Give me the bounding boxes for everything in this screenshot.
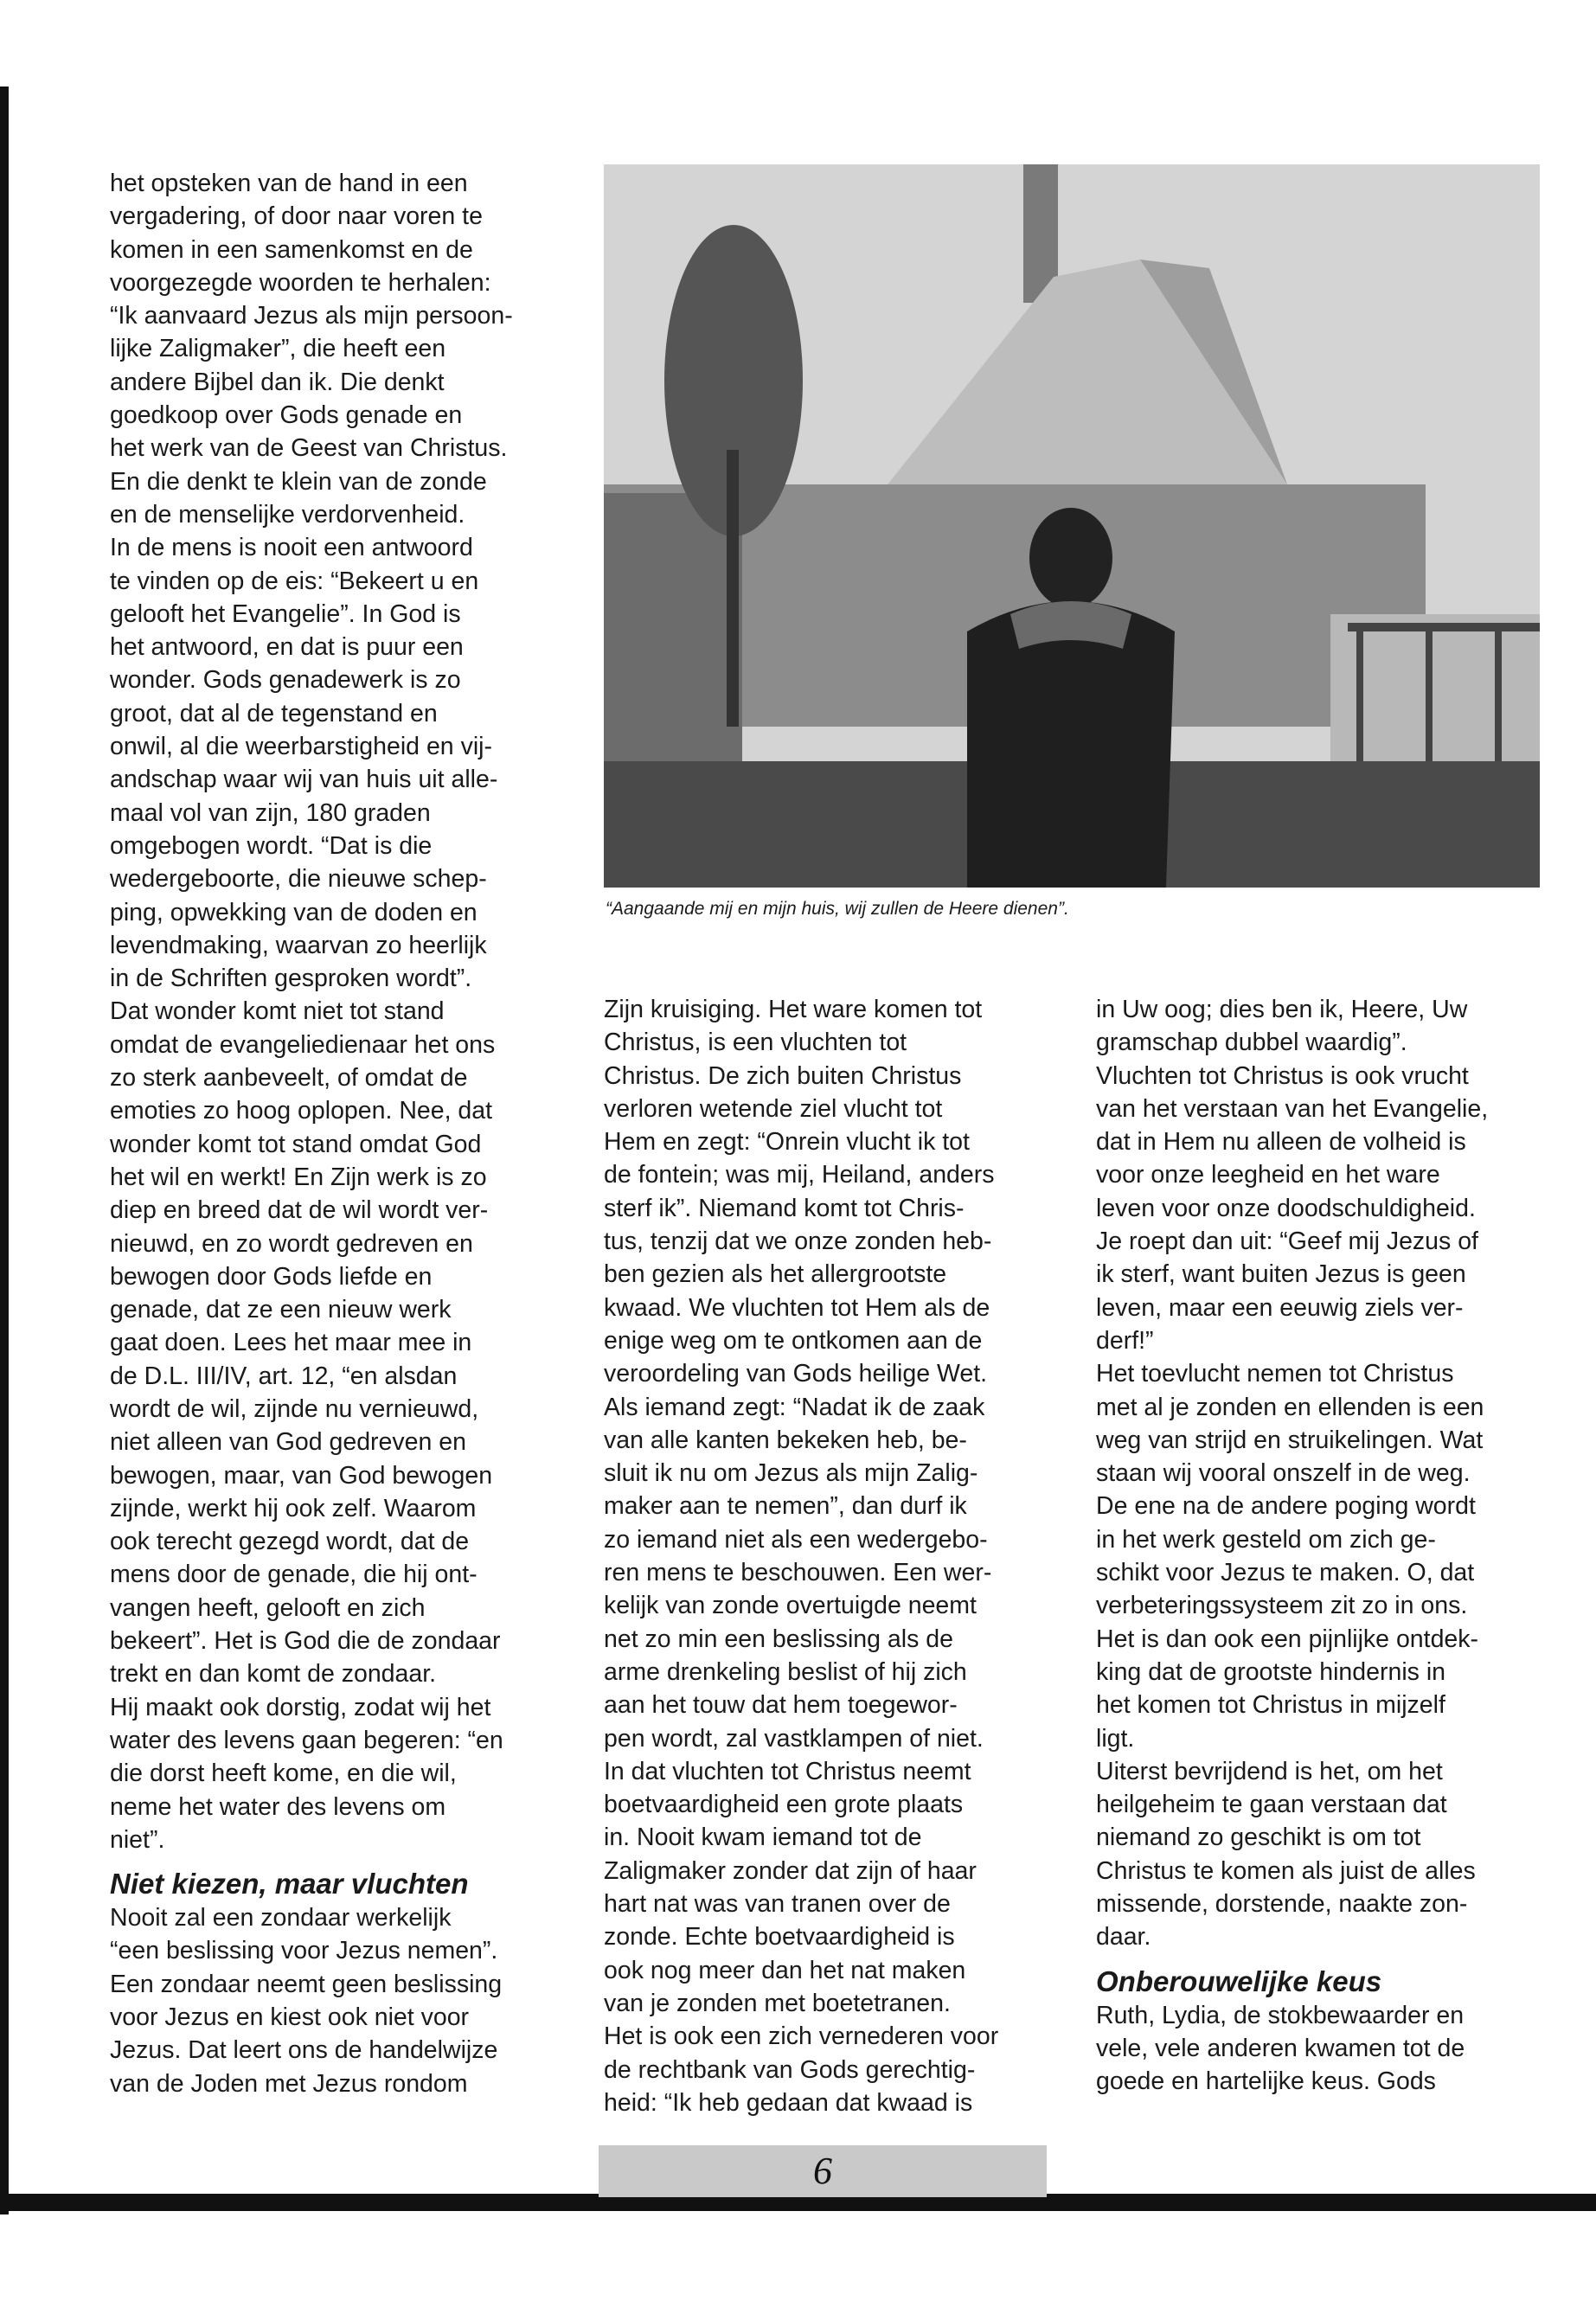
text-line: gramschap dubbel waardig”. (1096, 1029, 1407, 1057)
text-line: Dat wonder komt niet tot stand (110, 997, 445, 1026)
text-line: daar. (1096, 1923, 1151, 1952)
text-line: aan het touw dat hem toegewor- (604, 1691, 958, 1720)
text-line: bewogen, maar, van God bewogen (110, 1461, 493, 1490)
text-line: groot, dat al de tegenstand en (110, 699, 438, 727)
text-line: trekt en dan komt de zondaar. (110, 1660, 437, 1689)
text-line: in Uw oog; dies ben ik, Heere, Uw (1096, 996, 1468, 1023)
text-line: tus, tenzij dat we onze zonden heb- (604, 1227, 992, 1256)
text-line: pen wordt, zal vastklampen of niet. (604, 1724, 984, 1753)
page-number: 6 (813, 2150, 832, 2192)
text-line: Je roept dan uit: “Geef mij Jezus of (1096, 1227, 1478, 1256)
text-line: het antwoord, en dat is puur een (110, 633, 464, 662)
text-line: Het toevlucht nemen tot Christus (1096, 1360, 1454, 1388)
column-3-lines (1096, 993, 1546, 1954)
text-line: het komen tot Christus in mijzelf (1096, 1691, 1445, 1720)
text-line: zo iemand niet als een wedergebo- (604, 1525, 988, 1554)
text-line: In dat vluchten tot Christus neemt (604, 1757, 971, 1785)
column-3 (1096, 993, 1546, 2099)
text-line: gaat doen. Lees het maar mee in (110, 1329, 472, 1357)
text-line: missende, dorstende, naakte zon- (1096, 1890, 1468, 1919)
text-line: In de mens is nooit een antwoord (110, 534, 473, 562)
text-line: Christus, is een vluchten tot (604, 1029, 907, 1057)
text-line: hart nat was van tranen over de (604, 1890, 951, 1919)
text-line: niet”. (110, 1825, 165, 1854)
text-line: water des levens gaan begeren: “en (110, 1726, 503, 1754)
text-line: ik sterf, want buiten Jezus is geen (1096, 1260, 1466, 1289)
text-line: gelooft het Evangelie”. In God is (110, 599, 461, 628)
text-line: andere Bijbel dan ik. Die denkt (110, 368, 445, 396)
text-line: Hem en zegt: “Onrein vlucht ik tot (604, 1128, 970, 1157)
text-line: lijke Zaligmaker”, die heeft een (110, 335, 446, 363)
text-line: enige weg om te ontkomen aan de (604, 1326, 983, 1355)
text-line: Als iemand zegt: “Nadat ik de zaak (604, 1393, 985, 1421)
text-line: Ruth, Lydia, de stokbewaarder en (1096, 2001, 1465, 2029)
text-line: omgebogen wordt. “Dat is die (110, 831, 433, 860)
text-line: “een beslissing voor Jezus nemen”. (110, 1937, 498, 1965)
text-line: de fontein; was mij, Heiland, anders (604, 1161, 995, 1189)
text-line: ook nog meer dan het nat maken (604, 1956, 966, 1984)
column-1-lines (110, 167, 560, 1856)
text-line: onwil, al die weerbarstigheid en vij- (110, 733, 492, 761)
text-line: goede en hartelijke keus. Gods (1096, 2067, 1436, 2096)
text-line: En die denkt te klein van de zonde (110, 467, 487, 496)
text-line: emoties zo hoog oplopen. Nee, dat (110, 1097, 493, 1125)
text-line: zo sterk aanbeveelt, of omdat de (110, 1064, 468, 1093)
text-line: ping, opwekking van de doden en (110, 898, 478, 926)
text-line: het wil en werkt! En Zijn werk is zo (110, 1163, 487, 1191)
text-line: andschap waar wij van huis uit alle- (110, 766, 498, 794)
text-line: van je zonden met boetetranen. (604, 1989, 951, 2017)
text-line: De ene na de andere poging wordt (1096, 1492, 1476, 1521)
scan-edge-left (0, 87, 9, 2214)
church-photo (604, 164, 1540, 888)
text-line: voor Jezus en kiest ook niet voor (110, 2003, 470, 2032)
text-line: Christus te komen als juist de alles (1096, 1856, 1476, 1885)
text-line: Hij maakt ook dorstig, zodat wij het (110, 1693, 491, 1721)
text-line: niet alleen van God gedreven en (110, 1428, 466, 1457)
column-3-lines-after-heading (1096, 1999, 1546, 2099)
heading-niet-kiezen: Niet kiezen, maar vluchten (110, 1868, 469, 1900)
text-line: vergadering, of door naar voren te (110, 202, 483, 231)
text-line: veroordeling van Gods heilige Wet. (604, 1360, 988, 1388)
column-2-lines (604, 993, 1054, 2119)
text-line: komen in een samenkomst en de (110, 235, 473, 264)
text-line: in. Nooit kwam iemand tot de (604, 1823, 922, 1852)
text-line: genade, dat ze een nieuw werk (110, 1296, 452, 1324)
text-line: ben gezien als het allergrootste (604, 1260, 947, 1289)
text-line: Jezus. Dat leert ons de handelwijze (110, 2036, 498, 2065)
text-line: leven voor onze doodschuldigheid. (1096, 1194, 1476, 1222)
text-line: bekeert”. Het is God die de zondaar (110, 1627, 501, 1656)
text-line: wedergeboorte, die nieuwe schep- (110, 865, 487, 894)
text-line: verloren wetende ziel vlucht tot (604, 1094, 943, 1123)
text-line: ren mens te beschouwen. Een wer- (604, 1559, 992, 1587)
text-line: die dorst heeft kome, en die wil, (110, 1759, 457, 1788)
text-line: maker aan te nemen”, dan durf ik (604, 1492, 967, 1521)
text-line: de D.L. III/IV, art. 12, “en alsdan (110, 1362, 458, 1390)
text-line: leven, maar een eeuwig ziels ver- (1096, 1293, 1464, 1322)
text-line: en de menselijke verdorvenheid. (110, 500, 465, 529)
text-line: vele, vele anderen kwamen tot de (1096, 2034, 1465, 2062)
text-line: Een zondaar neemt geen beslissing (110, 1970, 503, 1998)
text-line: heid: “Ik heb gedaan dat kwaad is (604, 2088, 973, 2117)
text-line: de rechtbank van Gods gerechtig- (604, 2055, 976, 2084)
text-line: dat in Hem nu alleen de volheid is (1096, 1128, 1466, 1157)
text-line: goedkoop over Gods genade en (110, 401, 463, 430)
text-line: van de Joden met Jezus rondom (110, 2069, 468, 2098)
text-line: verbeteringssysteem zit zo in ons. (1096, 1592, 1468, 1620)
text-line: derf!” (1096, 1326, 1154, 1355)
text-line: levendmaking, waarvan zo heerlijk (110, 931, 487, 959)
text-line: sluit ik nu om Jezus als mijn Zalig- (604, 1459, 978, 1488)
text-line: Christus. De zich buiten Christus (604, 1061, 962, 1090)
text-line: niemand zo geschikt is om tot (1096, 1823, 1421, 1852)
text-line: van alle kanten bekeken heb, be- (604, 1426, 967, 1454)
text-line: “Ik aanvaard Jezus als mijn persoon- (110, 302, 513, 330)
text-line: in het werk gesteld om zich ge- (1096, 1525, 1436, 1554)
text-line: Zijn kruisiging. Het ware komen tot (604, 996, 983, 1023)
text-line: arme drenkeling beslist of hij zich (604, 1657, 967, 1686)
text-line: Het is dan ook een pijnlijke ontdek- (1096, 1625, 1479, 1653)
text-line: het opsteken van de hand in een (110, 170, 468, 197)
text-line: vangen heeft, gelooft en zich (110, 1593, 426, 1622)
text-line: Vluchten tot Christus is ook vrucht (1096, 1061, 1469, 1090)
text-line: heilgeheim te gaan verstaan dat (1096, 1791, 1447, 1819)
text-line: te vinden op de eis: “Bekeert u en (110, 567, 479, 595)
column-1 (110, 167, 560, 2100)
text-line: staan wij vooral onszelf in de weg. (1096, 1459, 1471, 1488)
text-line: Zaligmaker zonder dat zijn of haar (604, 1856, 977, 1885)
text-line: wordt de wil, zijnde nu vernieuwd, (110, 1394, 479, 1423)
text-line: schikt voor Jezus te maken. O, dat (1096, 1559, 1475, 1587)
text-line: van het verstaan van het Evangelie, (1096, 1094, 1489, 1123)
text-line: het werk van de Geest van Christus. (110, 434, 508, 463)
text-line: Uiterst bevrijdend is het, om het (1096, 1757, 1443, 1785)
column-2 (604, 993, 1054, 2119)
heading-onberouwelijke-keus: Onberouwelijke keus (1096, 1965, 1382, 1997)
church-photo-illustration (604, 164, 1540, 888)
text-line: wonder komt tot stand omdat God (110, 1130, 482, 1158)
photo-caption: “Aangaande mij en mijn huis, wij zullen de Heere dienen”. (606, 899, 1069, 919)
text-line: Het is ook een zich vernederen voor (604, 2022, 999, 2051)
text-line: Nooit zal een zondaar werkelijk (110, 1904, 452, 1932)
text-line: weg van strijd en struikelingen. Wat (1096, 1426, 1484, 1454)
text-line: wonder. Gods genadewerk is zo (110, 666, 461, 695)
column-1-lines-after-heading (110, 1901, 560, 2100)
text-line: ook terecht gezegd wordt, dat de (110, 1528, 470, 1556)
text-line: king dat de grootste hindernis in (1096, 1657, 1446, 1686)
text-line: boetvaardigheid een grote plaats (604, 1791, 964, 1819)
text-line: voor onze leegheid en het ware (1096, 1161, 1440, 1189)
text-line: net zo min een beslissing als de (604, 1625, 953, 1653)
text-line: bewogen door Gods liefde en (110, 1262, 433, 1291)
text-line: zijnde, werkt hij ook zelf. Waarom (110, 1494, 477, 1522)
text-line: omdat de evangeliedienaar het ons (110, 1030, 496, 1059)
text-line: kwaad. We vluchten tot Hem als de (604, 1293, 990, 1322)
text-line: met al je zonden en ellenden is een (1096, 1393, 1484, 1421)
text-line: kelijk van zonde overtuigde neemt (604, 1592, 977, 1620)
text-line: ligt. (1096, 1724, 1135, 1753)
text-line: maal vol van zijn, 180 graden (110, 798, 431, 827)
text-line: zonde. Echte boetvaardigheid is (604, 1923, 955, 1952)
text-line: neme het water des levens om (110, 1792, 446, 1821)
text-line: diep en breed dat de wil wordt ver- (110, 1196, 489, 1225)
text-line: nieuwd, en zo wordt gedreven en (110, 1229, 473, 1258)
text-line: voorgezegde woorden te herhalen: (110, 268, 491, 297)
text-line: mens door de genade, die hij ont- (110, 1561, 478, 1589)
text-line: sterf ik”. Niemand komt tot Chris- (604, 1194, 965, 1222)
text-line: in de Schriften gesproken wordt”. (110, 965, 472, 993)
